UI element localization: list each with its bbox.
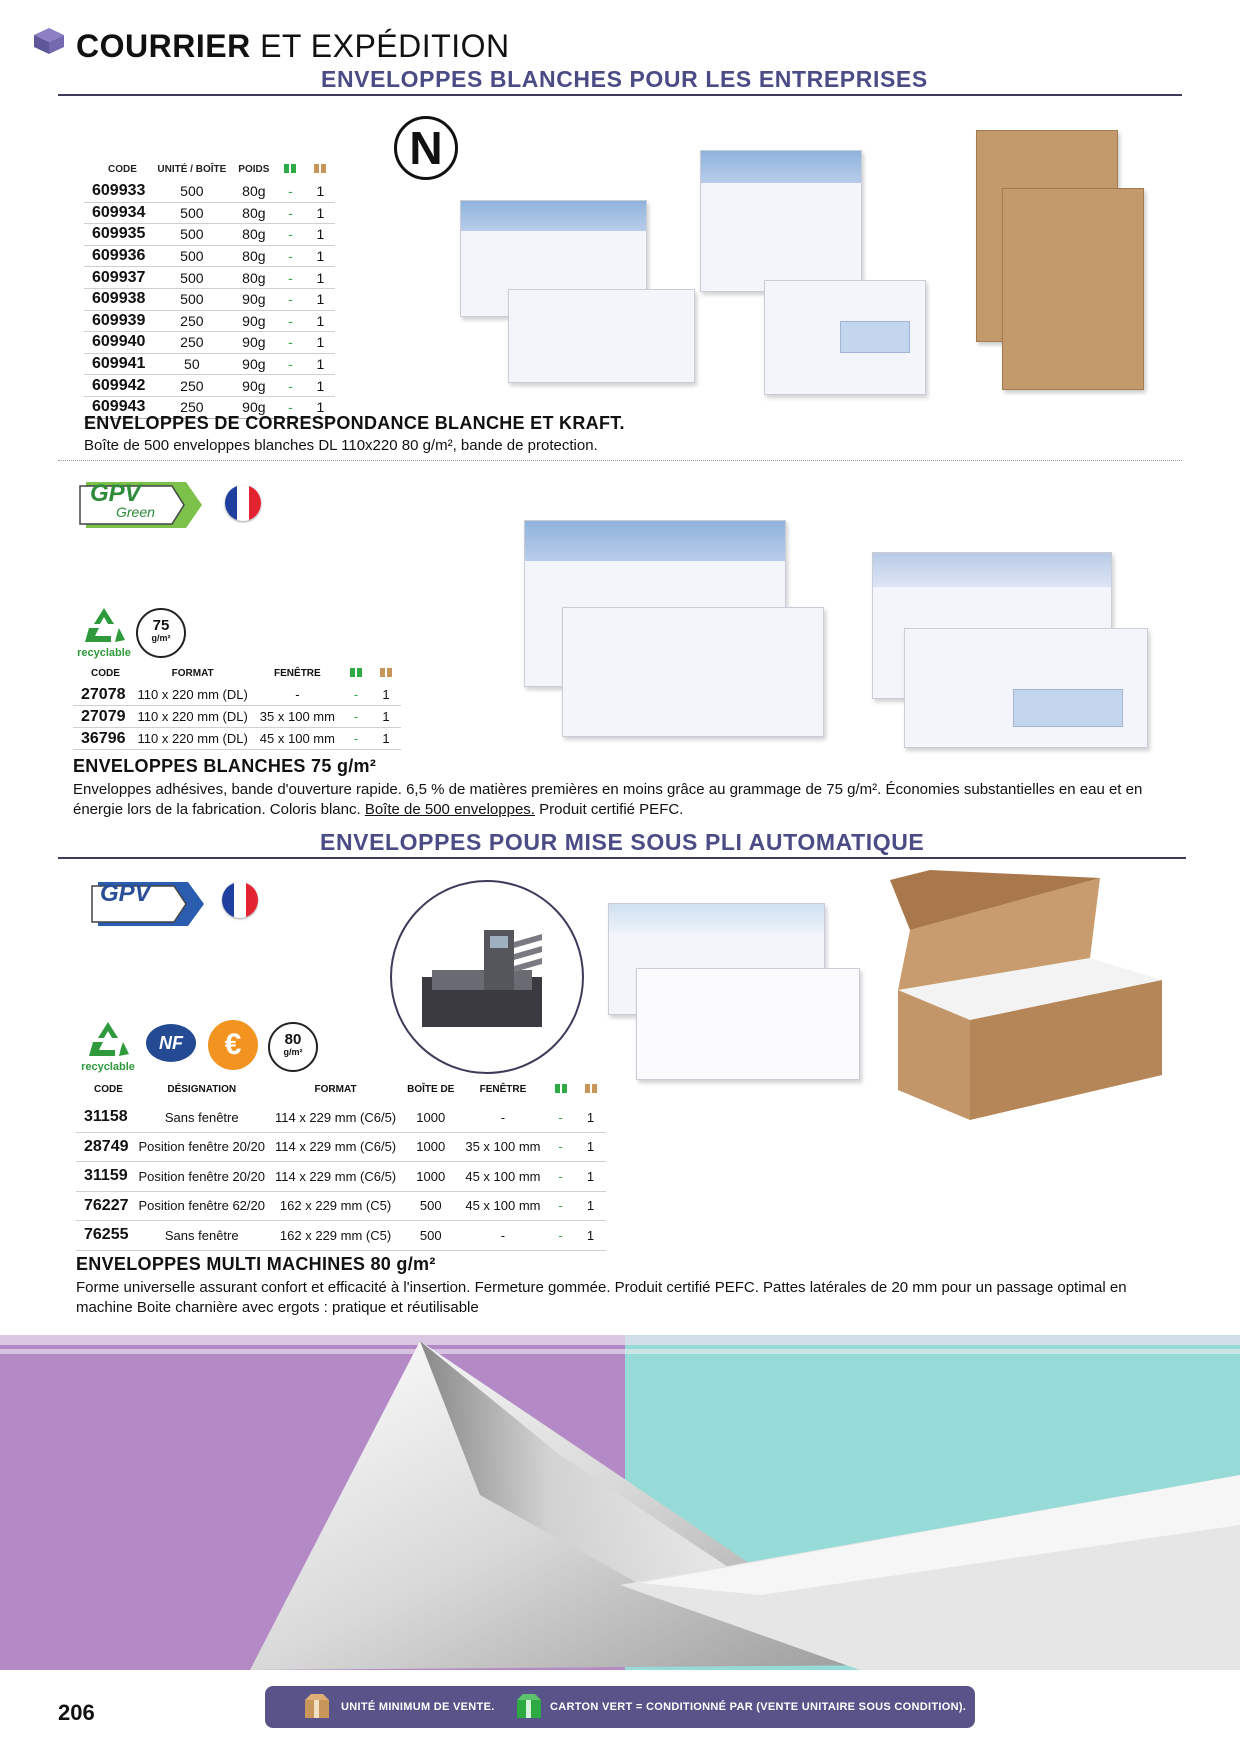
grammage-75-unit: g/m² <box>151 633 171 643</box>
cell: 250 <box>151 332 232 354</box>
cell: 50 <box>151 353 232 375</box>
product-code: 609936 <box>84 245 151 267</box>
green-carton-qty: - <box>546 1191 576 1221</box>
product-code: 28749 <box>76 1132 134 1162</box>
cell: 80g <box>232 224 275 246</box>
green-carton-qty: - <box>275 332 305 354</box>
col-window: FENÊTRE <box>479 1084 527 1095</box>
table-row <box>73 728 401 750</box>
euro-badge-text: € <box>224 1028 242 1061</box>
green-carton-qty: - <box>275 181 305 202</box>
cell: 500 <box>401 1191 460 1221</box>
cell: 110 x 220 mm (DL) <box>132 684 254 706</box>
cell: 114 x 229 mm (C6/5) <box>270 1132 401 1162</box>
table-row <box>84 332 335 354</box>
france-flag-icon <box>222 882 258 918</box>
min-unit-qty: 1 <box>305 332 335 354</box>
green-carton-icon <box>341 666 371 684</box>
green-carton-qty: - <box>546 1103 576 1132</box>
cell: 114 x 229 mm (C6/5) <box>270 1162 401 1192</box>
box-icon <box>303 1694 331 1723</box>
product-code: 609938 <box>84 288 151 310</box>
box-icon <box>305 162 335 181</box>
recyclable-label: recyclable <box>77 647 131 659</box>
nf-logo <box>146 1024 196 1062</box>
min-unit-qty: 1 <box>305 375 335 397</box>
box-icon <box>576 1082 606 1103</box>
product3-desc: Forme universelle assurant confort et efficacité à l'insertion. Fermeture gommée. Produit certifié PEFC. Pattes latérales de 20 mm pour un passage optimal en machine Boite charnière avec ergots : pratique et réutilisable <box>76 1279 1127 1316</box>
table-row <box>76 1162 606 1192</box>
green-carton-icon <box>546 1082 576 1103</box>
cell: 45 x 100 mm <box>460 1191 545 1221</box>
green-carton-qty: - <box>341 684 371 706</box>
cell: 1000 <box>401 1162 460 1192</box>
product2-desc <box>73 780 1173 820</box>
green-carton-qty: - <box>275 288 305 310</box>
green-carton-icon <box>275 162 305 181</box>
min-unit-qty: 1 <box>305 224 335 246</box>
min-unit-qty: 1 <box>305 245 335 267</box>
green-carton-qty: - <box>546 1221 576 1251</box>
green-carton-qty: - <box>275 267 305 289</box>
product2-desc-link: Boîte de 500 enveloppes. <box>364 801 535 818</box>
table-row <box>84 181 335 202</box>
cell: 80g <box>232 202 275 224</box>
min-unit-qty: 1 <box>305 353 335 375</box>
cell: - <box>460 1221 545 1251</box>
title-light: ET EXPÉDITION <box>260 28 510 64</box>
legend-bar <box>265 1686 975 1728</box>
cell: 80g <box>232 267 275 289</box>
green-carton-qty: - <box>546 1162 576 1192</box>
product-code: 27078 <box>73 684 132 706</box>
table-row <box>84 245 335 267</box>
green-carton-qty: - <box>275 396 305 418</box>
recyclable-icon <box>78 1020 138 1073</box>
product-code: 609943 <box>84 396 151 418</box>
green-carton-qty: - <box>341 706 371 728</box>
col-weight: POIDS <box>238 164 270 175</box>
green-carton-qty: - <box>275 245 305 267</box>
gpv-green-logo <box>76 478 204 532</box>
cell: 500 <box>151 288 232 310</box>
col-designation: DÉSIGNATION <box>167 1084 237 1095</box>
product-code: 609934 <box>84 202 151 224</box>
grammage-75-value: 75 <box>152 617 170 634</box>
product-code: 31159 <box>76 1162 134 1192</box>
product-code: 609940 <box>84 332 151 354</box>
table-row <box>84 353 335 375</box>
min-unit-qty: 1 <box>371 728 401 750</box>
cell: 250 <box>151 396 232 418</box>
green-carton-qty: - <box>275 310 305 332</box>
cell: - <box>254 684 341 706</box>
cell: 162 x 229 mm (C5) <box>270 1221 401 1251</box>
product2-desc-b: Produit certifié PEFC. <box>534 801 684 818</box>
section-title-2: ENVELOPPES POUR MISE SOUS PLI AUTOMATIQUE <box>320 829 925 855</box>
cell: 500 <box>151 224 232 246</box>
green-carton-qty: - <box>275 224 305 246</box>
recyclable-label: recyclable <box>81 1061 135 1073</box>
table-row <box>84 288 335 310</box>
product-code: 609942 <box>84 375 151 397</box>
nf-logo-text: NF <box>159 1033 183 1053</box>
table-row <box>73 684 401 706</box>
section-rule-2 <box>58 857 1186 859</box>
green-carton-qty: - <box>341 728 371 750</box>
grammage-80-value: 80 <box>284 1031 302 1048</box>
cell: Position fenêtre 20/20 <box>134 1162 270 1192</box>
gpv-green-text: GPV <box>90 480 141 507</box>
table-row <box>76 1132 606 1162</box>
product2-desc-a: Enveloppes adhésives, bande d'ouverture rapide. 6,5 % de matières premières en moins grâce au grammage de 75 g/m². Économies substantielles en eau et en énergie lors de la fabrication. Coloris blanc. <box>73 781 1143 818</box>
cell: 90g <box>232 396 275 418</box>
table-row <box>84 375 335 397</box>
cell: 500 <box>151 202 232 224</box>
green-carton-qty: - <box>275 202 305 224</box>
col-box-qty: BOÎTE DE <box>407 1084 455 1095</box>
legend-green-carton: CARTON VERT = CONDITIONNÉ PAR (VENTE UNITAIRE SOUS CONDITION). <box>550 1701 967 1713</box>
product1-title: ENVELOPPES DE CORRESPONDANCE BLANCHE ET KRAFT. <box>84 413 625 433</box>
min-unit-qty: 1 <box>576 1162 606 1192</box>
cell: 114 x 229 mm (C6/5) <box>270 1103 401 1132</box>
cell: 110 x 220 mm (DL) <box>132 728 254 750</box>
section-title-1: ENVELOPPES BLANCHES POUR LES ENTREPRISES <box>321 66 928 92</box>
table-row <box>76 1191 606 1221</box>
cell: 90g <box>232 310 275 332</box>
cell: 1000 <box>401 1103 460 1132</box>
col-code: CODE <box>108 164 137 175</box>
france-flag-icon <box>225 485 261 521</box>
product3-title: ENVELOPPES MULTI MACHINES 80 g/m² <box>76 1254 436 1274</box>
product2-title: ENVELOPPES BLANCHES 75 g/m² <box>73 756 377 776</box>
cell: 500 <box>151 181 232 202</box>
min-unit-qty: 1 <box>371 684 401 706</box>
cell: 500 <box>151 267 232 289</box>
euro-badge <box>208 1020 258 1070</box>
cell: 45 x 100 mm <box>254 728 341 750</box>
n-logo-text: N <box>409 122 443 174</box>
min-unit-qty: 1 <box>305 202 335 224</box>
cell: 90g <box>232 332 275 354</box>
product-code: 36796 <box>73 728 132 750</box>
recyclable-icon <box>74 606 134 659</box>
green-carton-qty: - <box>275 375 305 397</box>
storage-box-photo <box>890 870 1170 1120</box>
min-unit-qty: 1 <box>305 267 335 289</box>
page-title <box>76 28 510 65</box>
col-code: CODE <box>91 668 120 679</box>
gpv-logo <box>88 878 206 930</box>
cell: 90g <box>232 353 275 375</box>
col-code: CODE <box>94 1084 123 1095</box>
cell: 250 <box>151 375 232 397</box>
legend-min-unit: UNITÉ MINIMUM DE VENTE. <box>341 1701 495 1713</box>
table-row <box>84 202 335 224</box>
cell: 110 x 220 mm (DL) <box>132 706 254 728</box>
col-format: FORMAT <box>314 1084 357 1095</box>
box-icon <box>371 666 401 684</box>
n-logo <box>394 116 458 180</box>
table-row <box>76 1221 606 1251</box>
cell: 162 x 229 mm (C5) <box>270 1191 401 1221</box>
product-table-3 <box>76 1082 606 1251</box>
cell: 35 x 100 mm <box>254 706 341 728</box>
min-unit-qty: 1 <box>576 1191 606 1221</box>
product-code: 609941 <box>84 353 151 375</box>
product-code: 31158 <box>76 1103 134 1132</box>
table-row <box>84 310 335 332</box>
min-unit-qty: 1 <box>371 706 401 728</box>
min-unit-qty: 1 <box>305 181 335 202</box>
product-table-2 <box>73 666 401 750</box>
cell: Position fenêtre 62/20 <box>134 1191 270 1221</box>
min-unit-qty: 1 <box>305 288 335 310</box>
product-code: 76227 <box>76 1191 134 1221</box>
min-unit-qty: 1 <box>576 1221 606 1251</box>
col-format: FORMAT <box>171 668 214 679</box>
product-code: 609937 <box>84 267 151 289</box>
col-unit: UNITÉ / BOÎTE <box>157 164 227 175</box>
grammage-80-unit: g/m² <box>283 1047 303 1057</box>
grammage-80-badge <box>268 1022 318 1072</box>
green-carton-icon <box>515 1694 543 1723</box>
cell: 80g <box>232 181 275 202</box>
green-carton-qty: - <box>275 353 305 375</box>
product-code: 609933 <box>84 181 151 202</box>
product1-desc: Boîte de 500 enveloppes blanches DL 110x220 80 g/m², bande de protection. <box>84 437 598 454</box>
gpv-green-sub: Green <box>116 504 155 520</box>
min-unit-qty: 1 <box>576 1132 606 1162</box>
cell: 45 x 100 mm <box>460 1162 545 1192</box>
dotted-separator <box>58 460 1182 461</box>
cell: Sans fenêtre <box>134 1221 270 1251</box>
product-code: 76255 <box>76 1221 134 1251</box>
cell: 1000 <box>401 1132 460 1162</box>
product-code: 27079 <box>73 706 132 728</box>
col-window: FENÊTRE <box>274 668 321 679</box>
inserting-machine-photo <box>390 880 584 1074</box>
title-bold: COURRIER <box>76 28 251 64</box>
product-code: 609935 <box>84 224 151 246</box>
min-unit-qty: 1 <box>305 396 335 418</box>
cell: 500 <box>401 1221 460 1251</box>
cell: 250 <box>151 310 232 332</box>
green-carton-qty: - <box>546 1132 576 1162</box>
table-row <box>84 224 335 246</box>
table-row <box>76 1103 606 1132</box>
gpv-text: GPV <box>100 880 151 907</box>
cell: Sans fenêtre <box>134 1103 270 1132</box>
product-code: 609939 <box>84 310 151 332</box>
section-rule-1 <box>58 94 1182 96</box>
table-row <box>84 267 335 289</box>
cell: 90g <box>232 288 275 310</box>
grammage-75-badge <box>136 608 186 658</box>
min-unit-qty: 1 <box>305 310 335 332</box>
cell: Position fenêtre 20/20 <box>134 1132 270 1162</box>
cell: 90g <box>232 375 275 397</box>
min-unit-qty: 1 <box>576 1103 606 1132</box>
product-table-1 <box>84 162 335 419</box>
envelope-banner-image <box>0 1335 1240 1670</box>
cell: 35 x 100 mm <box>460 1132 545 1162</box>
cell: - <box>460 1103 545 1132</box>
cell: 80g <box>232 245 275 267</box>
category-icon <box>32 26 66 56</box>
page-number: 206 <box>58 1700 95 1725</box>
table-row <box>73 706 401 728</box>
cell: 500 <box>151 245 232 267</box>
